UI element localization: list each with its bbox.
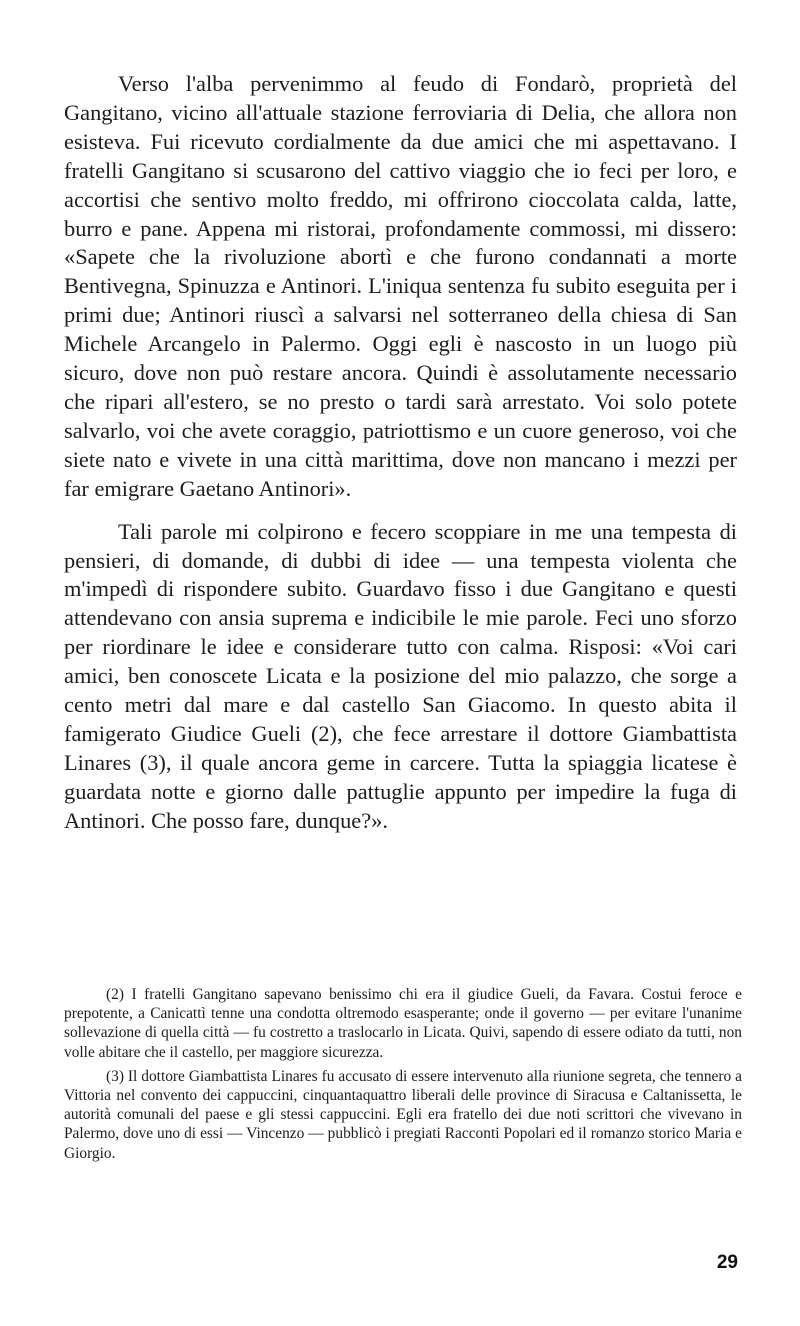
footnote: (3) Il dottore Giambattista Linares fu accusato di essere intervenuto alla riunione segreta, che tennero a Vittoria nel convento dei cappuccini, cinquantaquattro liberali delle province di Siracusa e Caltanissetta, le autorità comunali del paese e gli stessi cappuccini. Egli era fratello dei due noti scrittori che vivevano in Palermo, dove uno di essi — Vincenzo — pubblicò i pregiati Racconti Popolari ed il romanzo storico Maria e Giorgio. — [64, 1067, 742, 1162]
paragraph: Tali parole mi colpirono e fecero scoppiare in me una tempesta di pensieri, di domande, di dubbi di idee — una tempesta violenta che m'impedì di rispondere subito. Guardavo fisso i due Gangitano e questi attendevano con ansia suprema e indicibile le mie parole. Feci uno sforzo per riordinare le idee e considerare tutto con calma. Risposi: «Voi cari amici, ben conoscete Licata e la posizione del mio palazzo, che sorge a cento metri dal mare e dal castello San Giacomo. In questo abita il famigerato Giudice Gueli (2), che fece arrestare il dottore Giambattista Linares (3), il quale ancora geme in carcere. Tutta la spiaggia licatese è guardata notte e giorno dalle pattuglie appunto per impedire la fuga di Antinori. Che posso fare, dunque?». — [64, 518, 737, 833]
paragraph: Verso l'alba pervenimmo al feudo di Fondarò, proprietà del Gangitano, vicino all'attuale stazione ferroviaria di Delia, che allora non esisteva. Fui ricevuto cordialmente da due amici che mi aspettavano. I fratelli Gangitano si scusarono del cattivo viaggio che io feci per loro, e accortisi che sentivo molto freddo, mi offrirono cioccolata calda, latte, burro e pane. Appena mi ristorai, profondamente commossi, mi dissero: «Sapete che la rivoluzione abortì e che furono condannati a morte Bentivegna, Spinuzza e Antinori. L'iniqua sentenza fu subito eseguita per i primi due; Antinori riuscì a salvarsi nel sotterraneo della chiesa di San Michele Arcangelo in Palermo. Oggi egli è nascosto in un luogo più sicuro, dove non può restare ancora. Quindi è assolutamente necessario che ripari all'estero, se no presto o tardi sarà arrestato. Voi solo potete salvarlo, voi che avete coraggio, patriottismo e un cuore generoso, voi che siete nato e vivete in una città marittima, dove non mancano i mezzi per far emigrare Gaetano Antinori». — [64, 71, 737, 501]
page-number: 29 — [716, 1252, 738, 1273]
main-text — [64, 70, 737, 836]
footnotes — [64, 985, 742, 1163]
footnote: (2) I fratelli Gangitano sapevano benissimo chi era il giudice Gueli, da Favara. Costui feroce e prepotente, a Canicattì tenne una condotta oltremodo esasperante; onde il governo — per evitare l'unanime sollevazione di quella città — fu costretto a traslocarlo in Licata. Quivi, sapendo di essere odiato da tutti, non volle abitare che il castello, per maggiore sicurezza. — [64, 986, 742, 1061]
